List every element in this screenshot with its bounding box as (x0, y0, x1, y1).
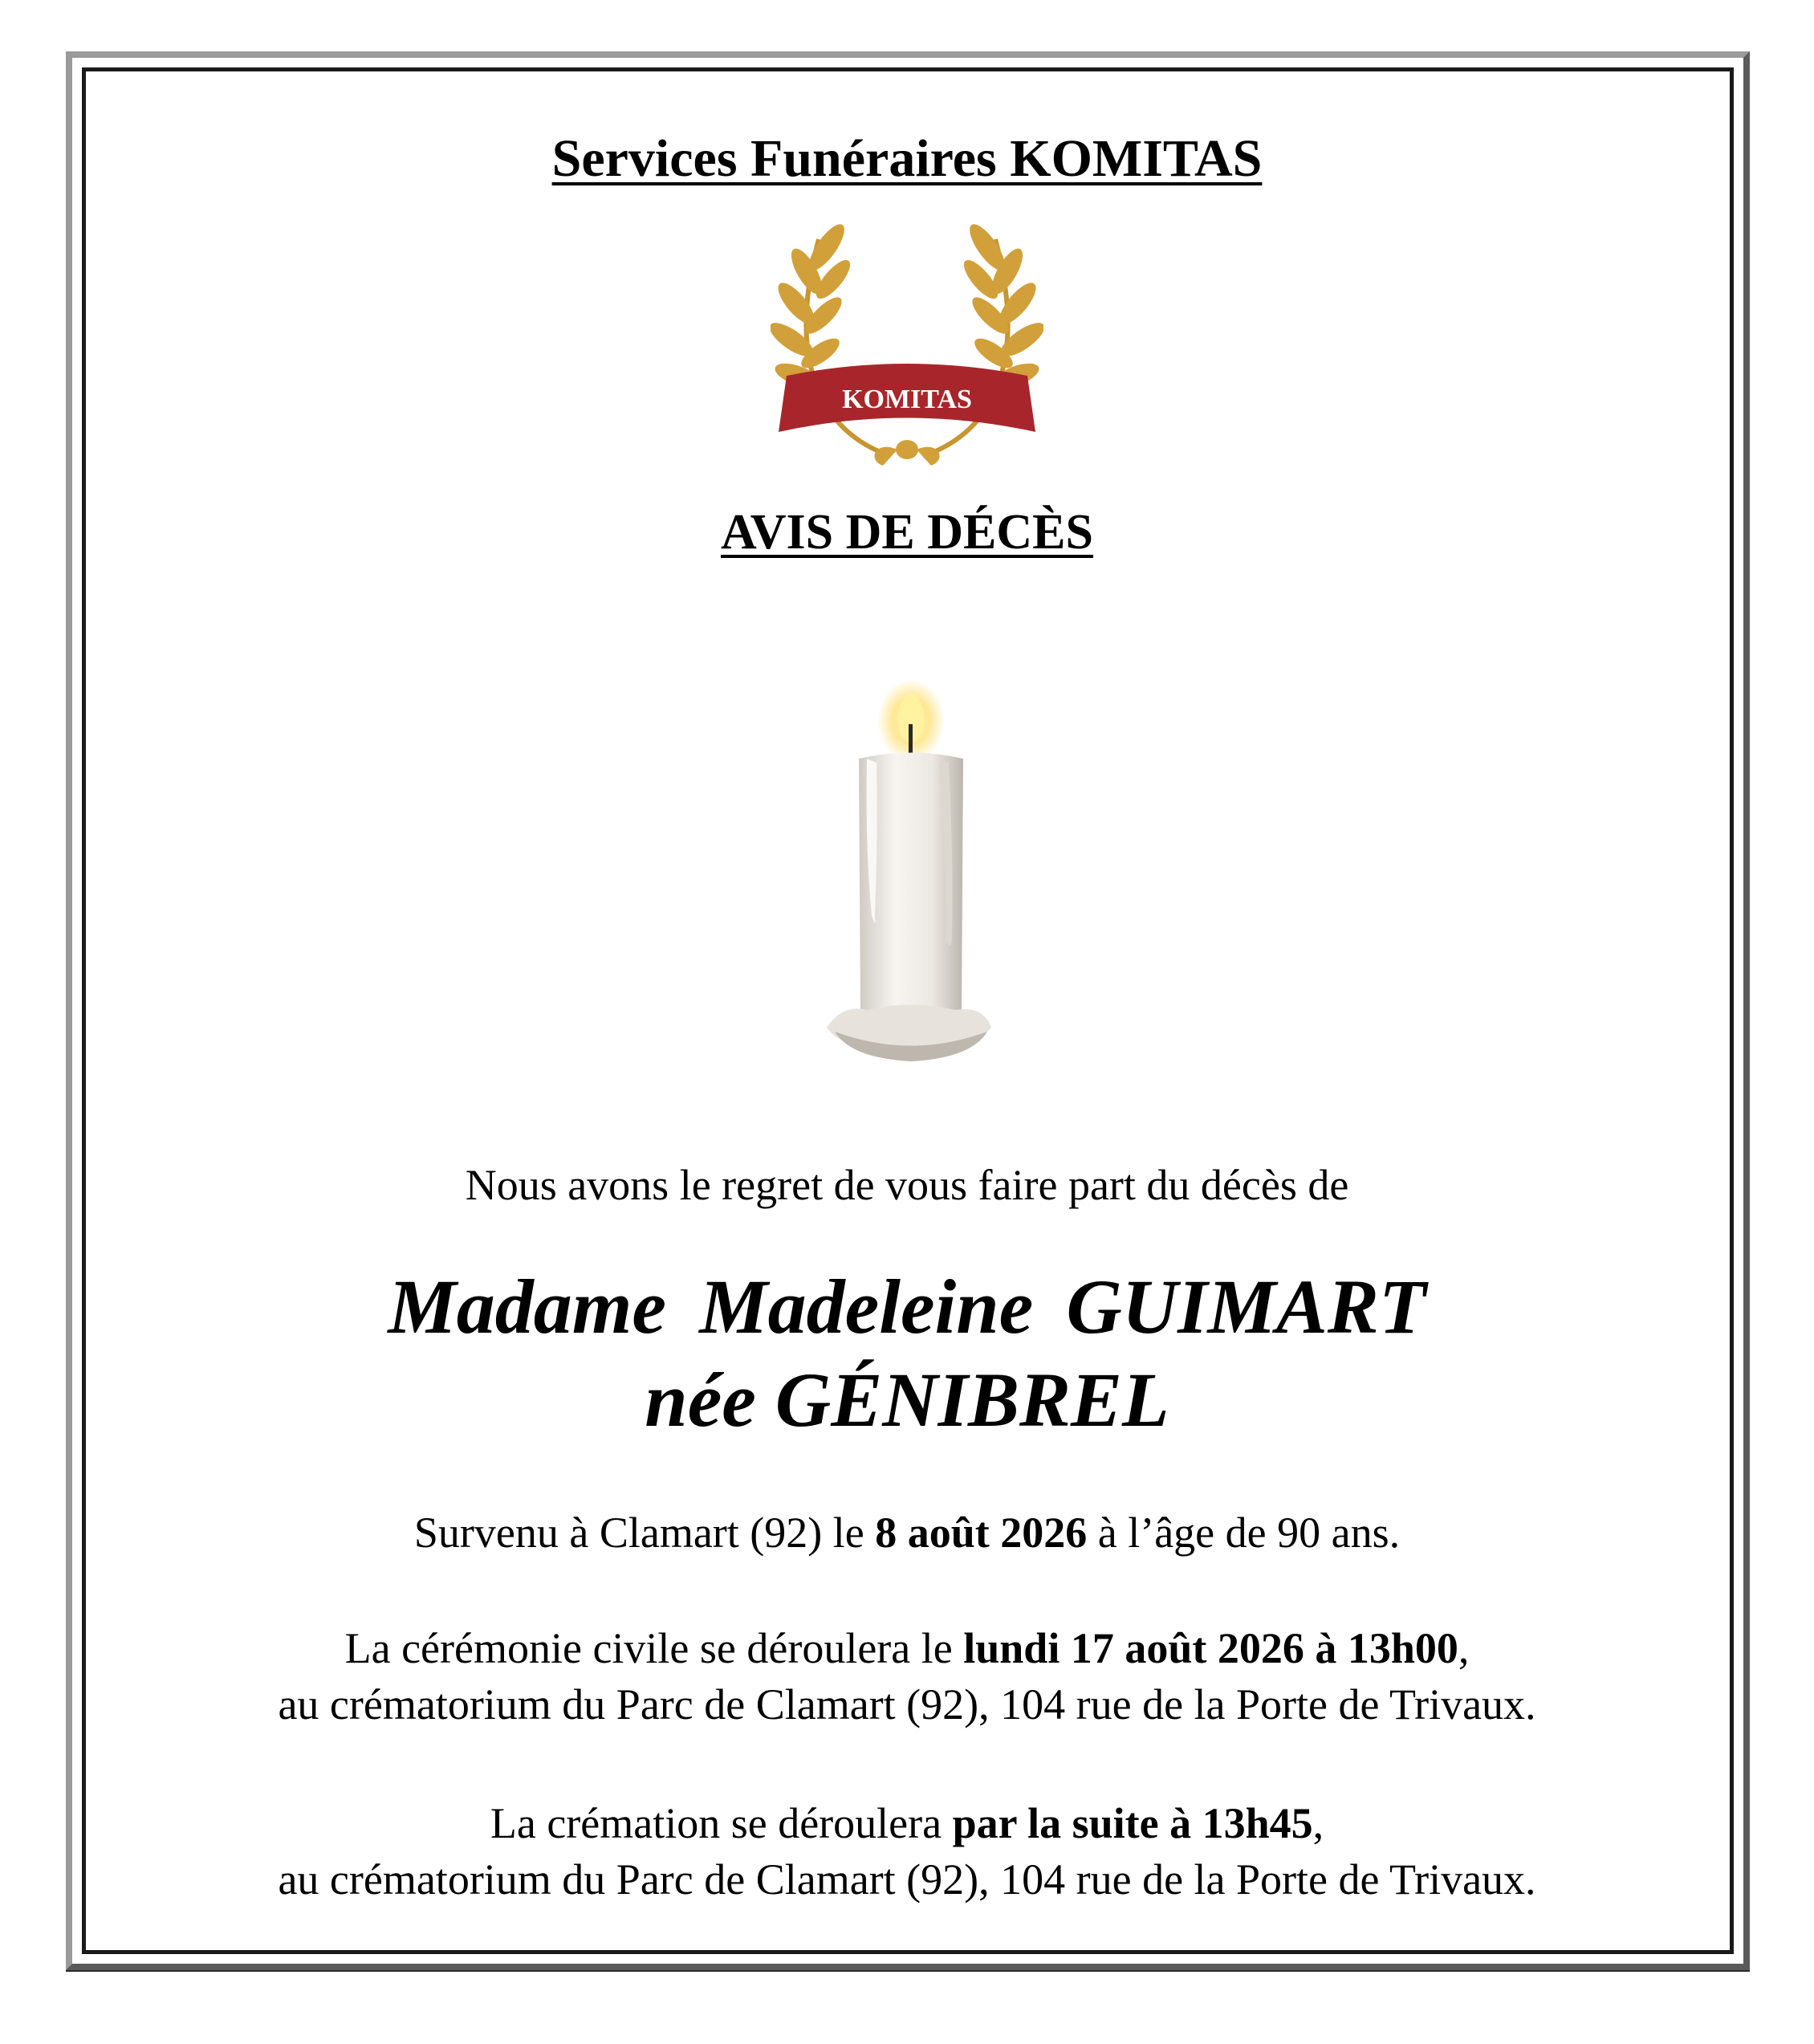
cremation-info (0, 1798, 1814, 1848)
death-info (0, 1508, 1814, 1557)
cremation-when: par la suite à 13h45 (952, 1799, 1313, 1847)
candle-icon (819, 674, 995, 1068)
company-title: Services Funéraires KOMITAS (551, 129, 1263, 188)
deceased-name: Madame Madeleine GUIMART (388, 1264, 1426, 1350)
ceremony-location: au crématorium du Parc de Clamart (92), 104 rue de la Porte de Trivaux. (278, 1680, 1536, 1728)
ceremony-suffix: , (1458, 1624, 1470, 1672)
intro-text: Nous avons le regret de vous faire part du décès de (465, 1161, 1349, 1209)
notice-title: AVIS DE DÉCÈS (720, 505, 1094, 560)
death-prefix: Survenu à Clamart (92) le (413, 1509, 876, 1557)
cremation-prefix: La crémation se déroulera (490, 1799, 953, 1847)
ceremony-when: lundi 17 août 2026 à 13h00 (963, 1624, 1458, 1672)
birth-name: née GÉNIBREL (645, 1357, 1169, 1443)
cremation-suffix: , (1312, 1799, 1324, 1847)
death-date: 8 août 2026 (875, 1509, 1088, 1557)
laurel-wreath-icon (771, 215, 1043, 472)
death-suffix: à l’âge de 90 ans. (1087, 1509, 1401, 1557)
ceremony-prefix: La cérémonie civile se déroulera le (344, 1624, 964, 1672)
logo-ribbon-text: KOMITAS (842, 385, 972, 414)
cremation-location: au crématorium du Parc de Clamart (92), 104 rue de la Porte de Trivaux. (278, 1855, 1536, 1904)
ceremony-info (0, 1623, 1814, 1673)
